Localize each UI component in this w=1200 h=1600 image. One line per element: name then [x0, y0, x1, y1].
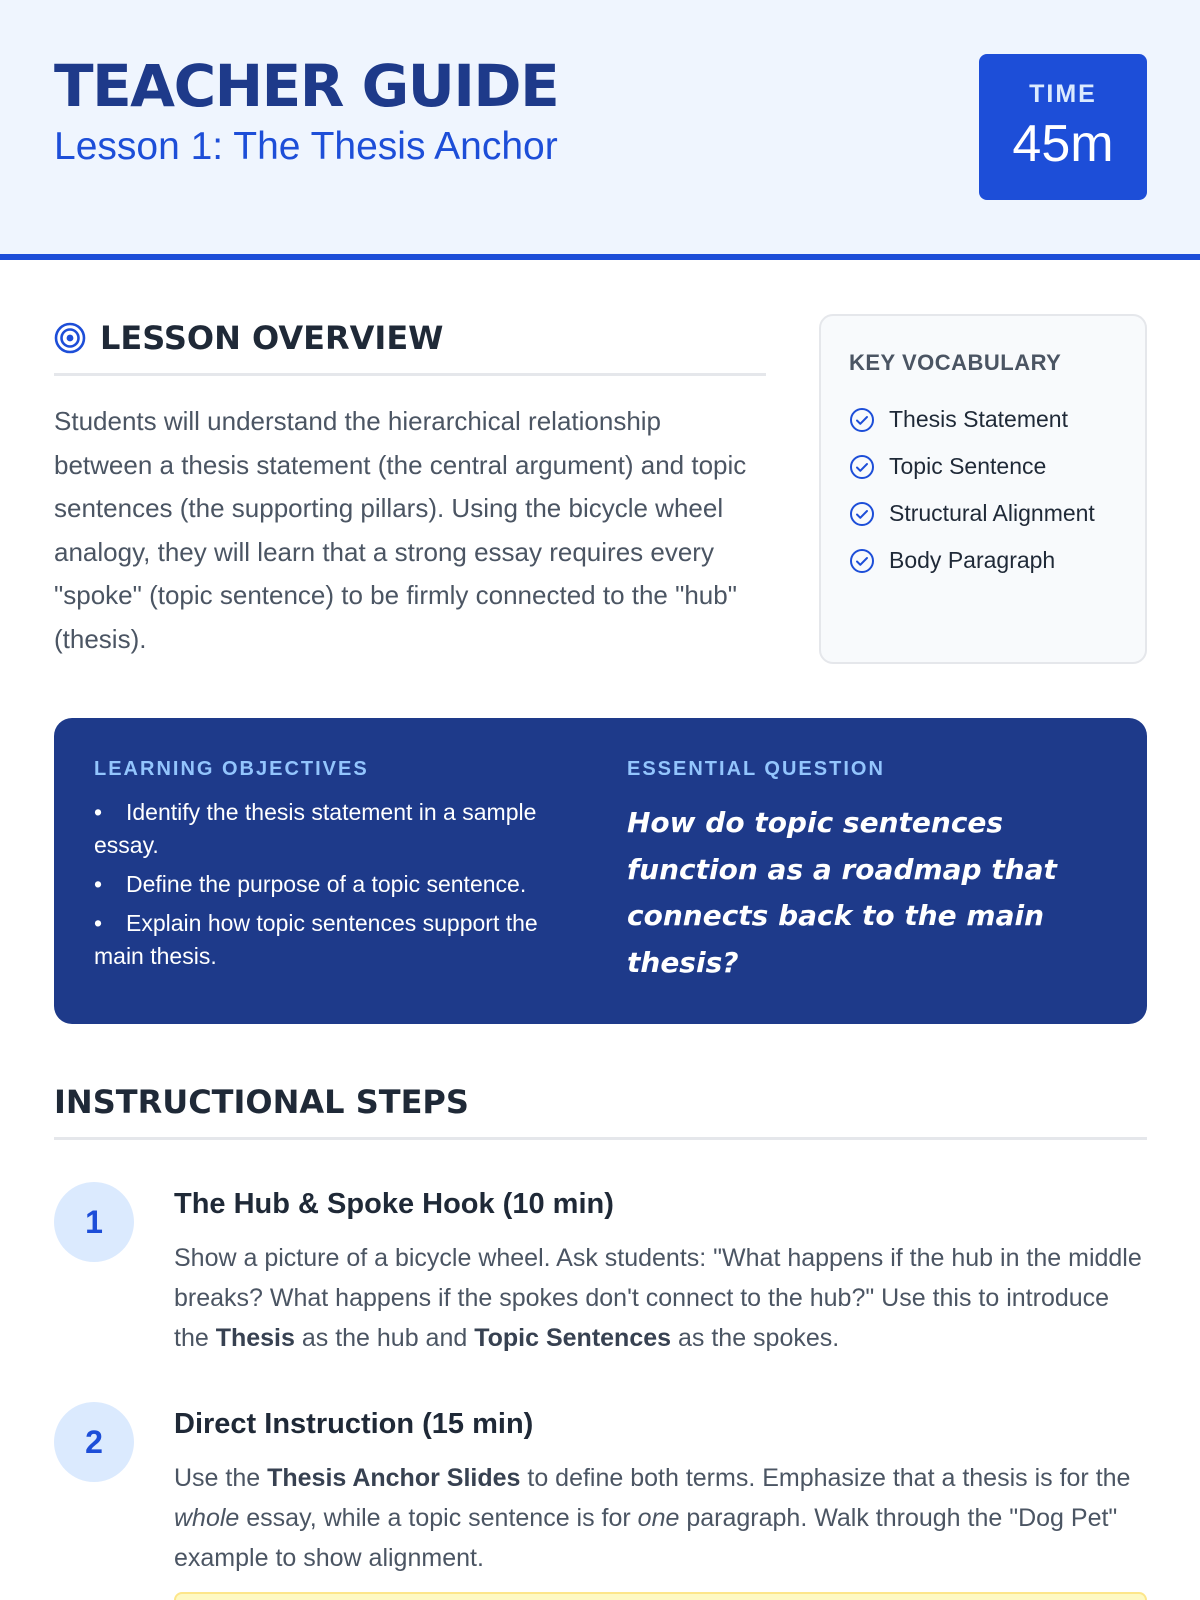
step-body — [174, 1458, 1144, 1578]
step-text: as the hub and — [294, 1324, 475, 1352]
step-body — [174, 1238, 1144, 1358]
step-text: Show a picture of a bicycle wheel. Ask students: "What happens if the hub in the middle breaks? What happens if the spokes don't connect to the hub?" Use this to introduce the — [174, 1244, 1142, 1352]
vocabulary-list — [849, 396, 1095, 584]
vocabulary-item — [849, 396, 1095, 443]
step-term: Topic Sentences — [474, 1324, 672, 1352]
check-circle-icon — [849, 501, 875, 527]
vocabulary-title: KEY VOCABULARY — [849, 350, 1062, 375]
objective-item — [94, 796, 564, 862]
vocabulary-card — [819, 314, 1147, 664]
step-title: The Hub & Spoke Hook (10 min) — [174, 1188, 614, 1220]
essential-question-text: How do topic sentences function as a roadmap that connects back to the main thesis? — [627, 806, 1057, 979]
lesson-subtitle: Lesson 1: The Thesis Anchor — [54, 125, 558, 168]
objective-item — [94, 868, 564, 901]
overview-title: LESSON OVERVIEW — [100, 319, 444, 357]
vocabulary-item — [849, 490, 1095, 537]
step-number-badge: 1 — [54, 1182, 134, 1262]
vocabulary-item — [849, 443, 1095, 490]
step-text: as the spokes. — [671, 1324, 840, 1352]
objectives-list — [94, 796, 564, 979]
vocabulary-term: Body Paragraph — [889, 547, 1056, 573]
overview-heading — [54, 316, 766, 376]
essential-question-label: ESSENTIAL QUESTION — [627, 758, 885, 780]
objectives-label: LEARNING OBJECTIVES — [94, 758, 369, 780]
step-term: Thesis — [215, 1324, 295, 1352]
bullet-icon: • — [94, 799, 103, 825]
overview-text: Students will understand the hierarchical relationship between a thesis statement (the central argument) and topic sentences (the supporting pillars). Using the bicycle wheel analogy, they will learn that a strong essay requires every "spoke" (topic sentence) to be firmly connected to the "hub" (thesis). — [54, 406, 747, 654]
check-circle-icon — [849, 407, 875, 433]
step-text: Use the — [174, 1464, 268, 1492]
vocabulary-term: Topic Sentence — [889, 453, 1047, 479]
guide-title: TEACHER GUIDE — [54, 52, 559, 120]
objective-text: Explain how topic sentences support the main thesis. — [94, 910, 538, 969]
bullet-icon: • — [94, 871, 103, 897]
objective-text: Identify the thesis statement in a sample essay. — [94, 799, 537, 858]
time-label: TIME — [1029, 80, 1097, 108]
step-text: to define both terms. Emphasize that a thesis is for the — [520, 1464, 1131, 1492]
vocabulary-item — [849, 537, 1095, 584]
step-text: essay, while a topic sentence is for — [239, 1504, 638, 1532]
check-circle-icon — [849, 454, 875, 480]
vocabulary-term: Structural Alignment — [889, 500, 1095, 526]
objective-item — [94, 907, 564, 973]
vocabulary-term: Thesis Statement — [889, 406, 1068, 432]
guide-header — [0, 0, 1200, 260]
check-circle-icon — [849, 548, 875, 574]
steps-heading — [54, 1080, 1147, 1140]
step-number-badge: 2 — [54, 1402, 134, 1482]
step-text: paragraph. Walk through the "Dog Pet" example to show alignment. — [174, 1504, 1118, 1572]
target-icon — [54, 322, 86, 354]
step-title: Direct Instruction (15 min) — [174, 1408, 534, 1440]
objective-text: Define the purpose of a topic sentence. — [126, 871, 527, 897]
bullet-icon: • — [94, 910, 103, 936]
step-term: Thesis Anchor Slides — [267, 1464, 521, 1492]
objectives-panel — [54, 718, 1147, 1024]
step-emphasis: one — [637, 1504, 680, 1532]
step-emphasis: whole — [174, 1504, 240, 1532]
time-badge — [979, 54, 1147, 200]
tip-box — [174, 1592, 1147, 1600]
steps-title: INSTRUCTIONAL STEPS — [54, 1083, 469, 1121]
time-value: 45m — [1012, 115, 1114, 173]
